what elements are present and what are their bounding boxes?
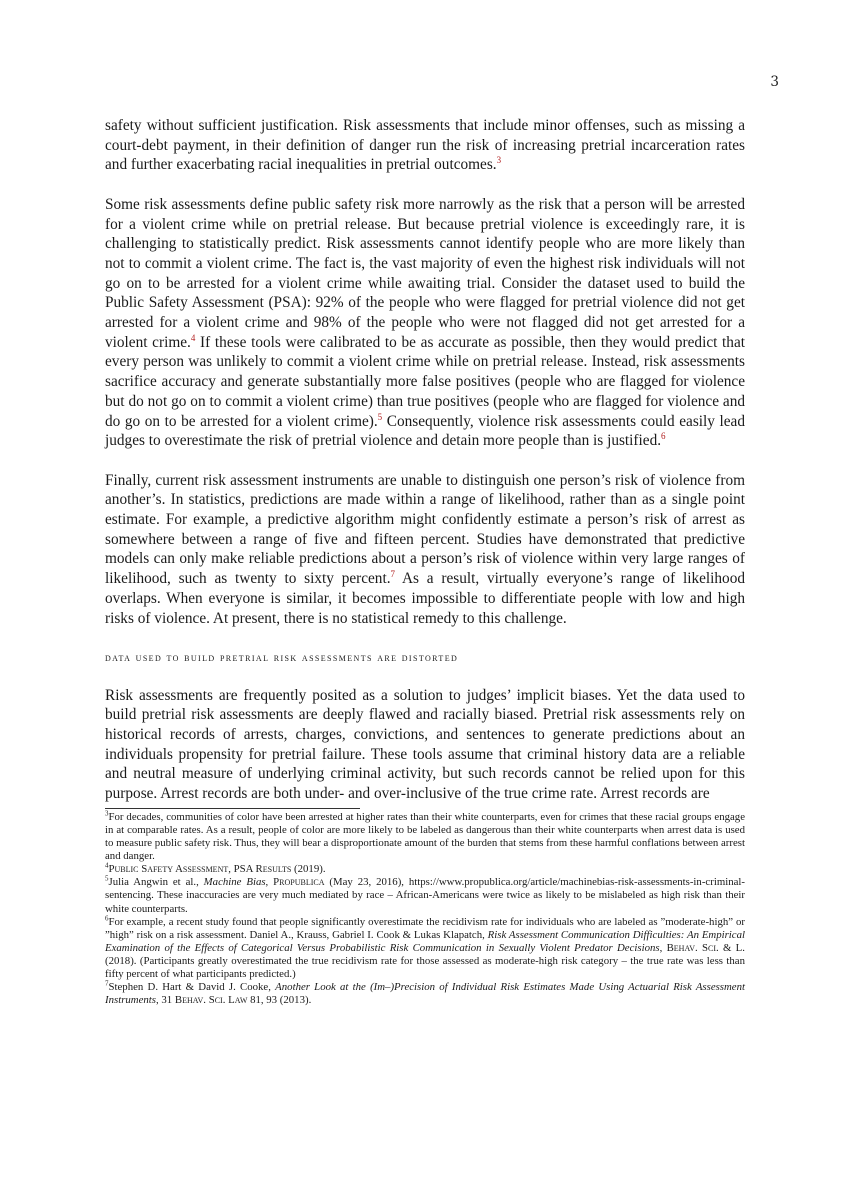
footnotes xyxy=(105,811,745,1007)
paragraph: Risk assessments are frequently posited as a solution to judges’ implicit biases. Yet the data used to build pretrial risk assessments are deeply flawed and racially biased. Pretrial risk assessments rely on historical records of arrests, charges, convictions, and sentences to generate predictions about an individuals propensity for pretrial failure. These tools assume that criminal history data are a reliable and neutral measure of underlying criminal activity, but such records cannot be relied upon for this purpose. Arrest records are both under- and over-inclusive of the true crime rate. Arrest records are xyxy=(105,686,745,803)
paragraph-text: Some risk assessments define public safety risk more narrowly as the risk that a person will be arrested for a violent crime while on pretrial release. But because pretrial violence is exceedingly rare, it is challenging to statistically predict. Risk assessments cannot identify people who are more likely than not to commit a violent crime. The fact is, the vast majority of even the highest risk individuals will not go on to be arrested for a violent crime while awaiting trial. Consider the dataset used to build the Public Safety Assessment (PSA): 92% of the people who were flagged for pretrial violence did not get arrested for a violent crime and 98% of the people who were not flagged did not get arrested for a violent crime. xyxy=(105,195,745,351)
footnote-text: (May 23, 2016), https://www.propublica.org/article/machinebias-risk-assessments-in-criminal-sentencing. These inaccuracies are very much mediated by race – African-Americans were twice as likely to be mislabeled as high risk than their white counterparts. xyxy=(105,876,745,915)
citation-title: Machine Bias xyxy=(203,876,266,889)
paragraph xyxy=(105,116,745,175)
footnote-ref[interactable]: 5 xyxy=(377,411,383,422)
footnote-text: For example, a recent study found that people significantly overestimate the recidivism rate for individuals who are labeled as ”moderate-high” or ”high” risk on a risk assessment. Daniel A., Krauss, Gabriel I. Cook & Lukas Klapatch, xyxy=(105,915,745,941)
section-heading: data used to build pretrial risk assessments are distorted xyxy=(105,649,459,664)
paragraph xyxy=(105,195,745,451)
footnote-ref[interactable]: 7 xyxy=(390,569,396,580)
footnote-number: 4 xyxy=(105,861,109,870)
footnote xyxy=(105,916,745,981)
footnote-text: , xyxy=(265,876,274,889)
footnote-divider xyxy=(105,808,360,809)
paragraph xyxy=(105,471,745,629)
footnote xyxy=(105,876,745,915)
citation-source: Behav. Sci. Law xyxy=(174,994,248,1007)
footnote-number: 3 xyxy=(105,809,109,818)
footnote-text: Julia Angwin et al., xyxy=(108,876,204,889)
footnote-text: Public Safety Assessment, PSA Results (2019). xyxy=(108,863,326,876)
footnote-number: 6 xyxy=(105,914,109,923)
footnote xyxy=(105,811,745,863)
paragraph-text: As a result, virtually everyone’s range of likelihood overlaps. When everyone is similar, it becomes impossible to differentiate people with low and high risks of violence. At present, there is no statistical remedy to this challenge. xyxy=(105,570,745,627)
footnote-number: 7 xyxy=(105,979,109,988)
paragraph-text: Consequently, violence risk assessments could easily lead judges to overestimate the risk of pretrial violence and detain more people than is justified. xyxy=(105,412,745,450)
footnote-ref[interactable]: 6 xyxy=(661,431,666,442)
footnote xyxy=(105,863,745,876)
paragraph-text: Finally, current risk assessment instruments are unable to distinguish one person’s risk of violence from another’s. In statistics, predictions are made within a range of likelihood, rather than as a single point estimate. For example, a predictive algorithm might confidently estimate a person’s risk of arrest as somewhere between a range of five and fifteen percent. Studies have demonstrated that predictive models can only make reliable predictions about a person’s risk of violence within very large ranges of likelihood, such as twenty to sixty percent. xyxy=(105,471,745,588)
footnote-text: , xyxy=(659,941,667,954)
footnote-text: (2018). (Participants greatly overestimated the true recidivism rate for those assessed as moderate-high risk category – the true rate was less than fifty percent of what participants predicted.) xyxy=(105,954,745,980)
footnote xyxy=(105,981,745,1007)
citation-source: Propublica xyxy=(273,876,325,889)
footnote-ref[interactable]: 4 xyxy=(190,332,196,343)
footnote-ref[interactable]: 3 xyxy=(496,155,502,166)
paragraph-text: If these tools were calibrated to be as accurate as possible, then they would predict that every person was unlikely to commit a violent crime while on pretrial release. Instead, risk assessments sacrifice accuracy and generate substantially more false positives (people who are flagged for violence but do not go on to commit a violent crime) than true positives (people who are flagged for violence and do go on to be arrested for a violent crime). xyxy=(105,333,745,430)
body-text xyxy=(105,116,745,1007)
footnote-text: For decades, communities of color have been arrested at higher rates than their white counterparts, even for crimes that these racial groups engage in at comparable rates. As a result, people of color are more likely to be labeled as dangerous than their white counterparts when arrest data is used to measure public safety risk. Thus, they will bear a disproportionate amount of the burden that stems from these harmful conflations between arrest and danger. xyxy=(105,810,745,863)
citation-source: Behav. Sci. & L. xyxy=(666,941,745,954)
footnote-text: 81, 93 (2013). xyxy=(247,994,312,1007)
footnote-text: , 31 xyxy=(156,994,175,1007)
citation-title: Another Look at the (Im–)Precision of Individual Risk Estimates Made Using Actuarial Risk Assessment Instruments xyxy=(105,981,745,1007)
paragraph-text: safety without sufficient justification. Risk assessments that include minor offenses, such as missing a court-debt payment, in their definition of danger run the risk of increasing pretrial incarceration rates and further exacerbating racial inequalities in pretrial outcomes. xyxy=(105,117,745,174)
footnote-number: 5 xyxy=(105,874,109,883)
page-number: 3 xyxy=(770,74,779,90)
footnote-text: Stephen D. Hart & David J. Cooke, xyxy=(108,981,276,994)
citation-title: Risk Assessment Communication Difficulties: An Empirical Examination of the Effects of Categorical Versus Probabilistic Risk Communication in Sexually Violent Predator Decisions xyxy=(105,928,745,954)
